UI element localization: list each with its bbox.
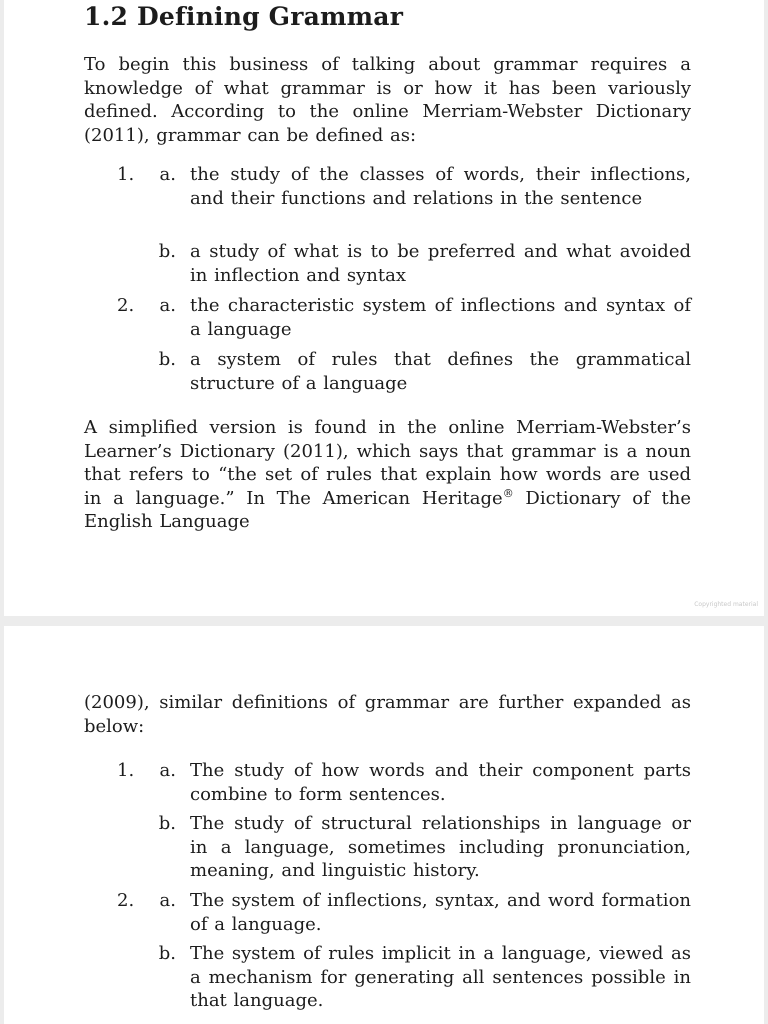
registered-mark: ® xyxy=(502,486,514,500)
second-paragraph-text: A simplified version is found in the online Merriam-Webster’s Learner’s Dictionary (2011), which says that grammar is a noun that refers to “the set of rules that explain how words are used in a language.” In The American Heritage xyxy=(84,417,691,509)
definition-text: the characteristic system of inflections and syntax of a language xyxy=(190,295,691,340)
second-paragraph xyxy=(84,416,691,534)
definition-text: a study of what is to be preferred and what avoided in inflection and syntax xyxy=(190,241,691,286)
definition-number: 2. xyxy=(117,890,135,911)
second-paragraph-end: Dictionary of the English Language xyxy=(84,487,691,532)
definition-number: 1. xyxy=(117,164,135,185)
definition-number: 2. xyxy=(117,295,135,316)
definition-text: a system of rules that defines the grammatical structure of a language xyxy=(190,349,691,394)
definition-text: the study of the classes of words, their inflections, and their functions and relations in the sentence xyxy=(190,164,691,209)
definition-letter: b. xyxy=(158,943,176,964)
definition-letter: a. xyxy=(159,164,176,185)
book-page-1 xyxy=(4,0,764,616)
definition-letter: a. xyxy=(159,760,176,781)
definition-text: The system of inflections, syntax, and word formation of a language. xyxy=(190,890,691,935)
copyright-watermark: Copyrighted material xyxy=(694,601,758,608)
definition-text: The system of rules implicit in a language, viewed as a mechanism for generating all sentences possible in that language. xyxy=(190,943,691,1011)
intro-paragraph: To begin this business of talking about grammar requires a knowledge of what grammar is or how it has been variously defined. According to the online Merriam-Webster Dictionary (2011), grammar can be defined as: xyxy=(84,54,691,146)
definition-letter: b. xyxy=(158,349,176,370)
definition-letter: a. xyxy=(159,890,176,911)
definition-number: 1. xyxy=(117,760,135,781)
definition-letter: b. xyxy=(158,813,176,834)
definition-text: The study of structural relationships in language or in a language, sometimes including pronunciation, meaning, and linguistic history. xyxy=(190,813,691,881)
definition-letter: b. xyxy=(158,241,176,262)
book-page-2 xyxy=(4,626,764,1024)
continuation-paragraph: (2009), similar definitions of grammar are further expanded as below: xyxy=(84,692,691,737)
definition-text: The study of how words and their component parts combine to form sentences. xyxy=(190,760,691,805)
definition-letter: a. xyxy=(159,295,176,316)
section-heading: 1.2 Defining Grammar xyxy=(84,2,404,31)
